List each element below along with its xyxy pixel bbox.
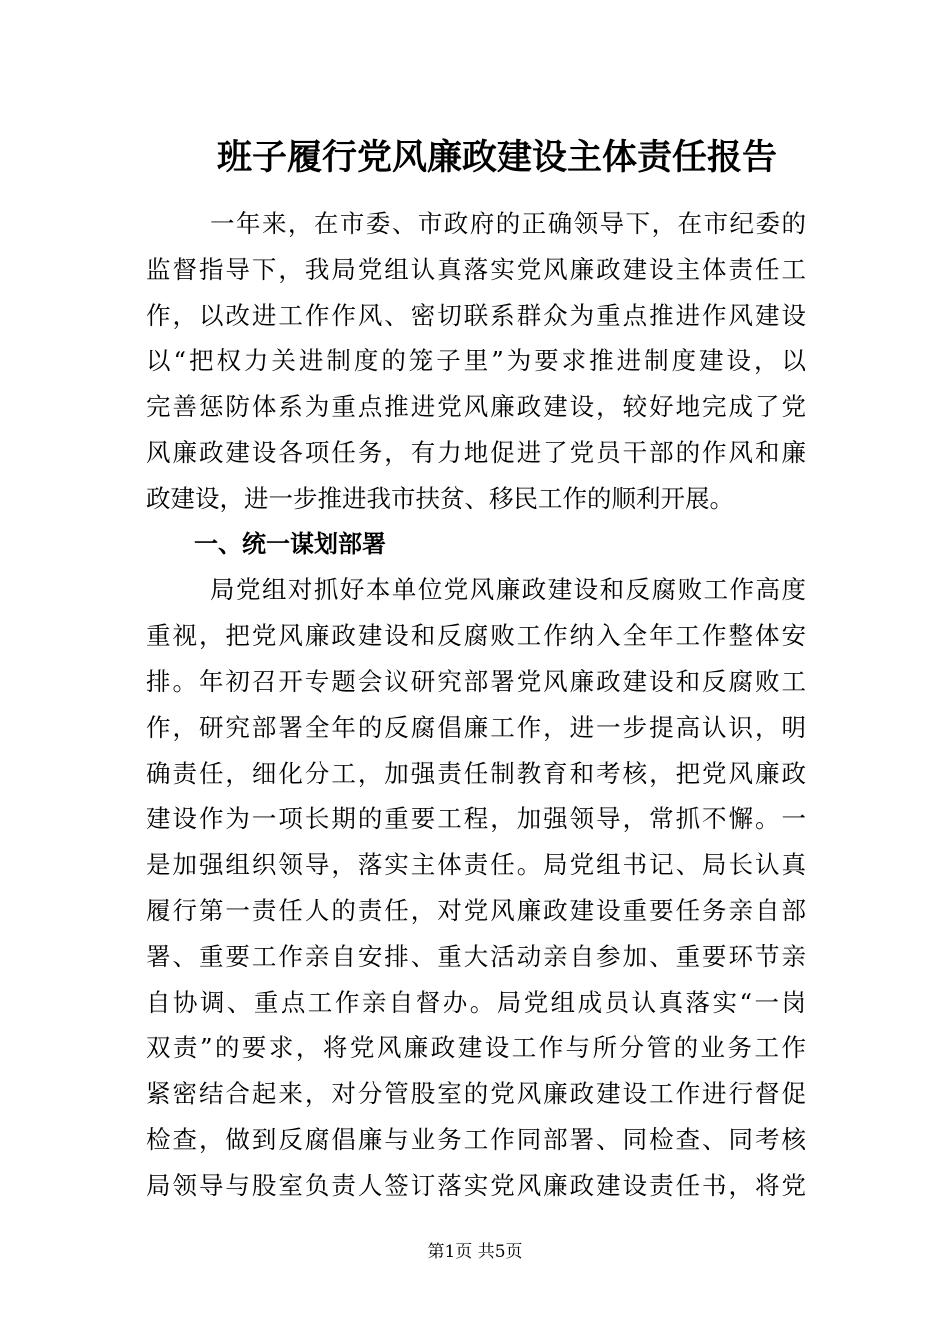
paragraph-line: 作，以改进工作作风、密切联系群众为重点推进作风建设 xyxy=(146,300,806,330)
paragraph-line: 建设作为一项长期的重要工程，加强领导，常抓不懈。一 xyxy=(146,804,806,834)
paragraph-line: 政建设，进一步推进我市扶贫、移民工作的顺利开展。 xyxy=(146,483,734,513)
paragraph-line: 局领导与股室负责人签订落实党风廉政建设责任书，将党 xyxy=(146,1170,806,1200)
document-body xyxy=(146,201,806,1209)
paragraph-line: 以“把权力关进制度的笼子里”为要求推进制度建设，以 xyxy=(146,346,806,376)
paragraph-line: 署、重要工作亲自安排、重大活动亲自参加、重要环节亲 xyxy=(146,941,806,971)
paragraph-line: 双责”的要求，将党风廉政建设工作与所分管的业务工作 xyxy=(146,1033,806,1063)
paragraph-line: 完善惩防体系为重点推进党风廉政建设，较好地完成了党 xyxy=(146,392,806,422)
page-number-footer: 第1页 共5页 xyxy=(427,1242,523,1262)
paragraph-line: 局党组对抓好本单位党风廉政建设和反腐败工作高度 xyxy=(210,575,806,605)
paragraph-line: 一年来，在市委、市政府的正确领导下，在市纪委的 xyxy=(210,209,806,238)
paragraph-line: 自协调、重点工作亲自督办。局党组成员认真落实“一岗 xyxy=(146,987,806,1017)
paragraph-line: 确责任，细化分工，加强责任制教育和考核，把党风廉政 xyxy=(146,758,806,788)
paragraph-line: 排。年初召开专题会议研究部署党风廉政建设和反腐败工 xyxy=(146,666,806,696)
paragraph-line: 履行第一责任人的责任，对党风廉政建设重要任务亲自部 xyxy=(146,895,806,925)
paragraph-line: 检查，做到反腐倡廉与业务工作同部署、同检查、同考核 xyxy=(146,1124,806,1154)
section-heading: 一、统一谋划部署 xyxy=(194,529,386,558)
paragraph-line: 作，研究部署全年的反腐倡廉工作，进一步提高认识，明 xyxy=(146,712,806,742)
paragraph-line: 紧密结合起来，对分管股室的党风廉政建设工作进行督促 xyxy=(146,1079,806,1109)
paragraph-line: 风廉政建设各项任务，有力地促进了党员干部的作风和廉 xyxy=(146,437,806,467)
paragraph-line: 是加强组织领导，落实主体责任。局党组书记、局长认真 xyxy=(146,850,806,880)
document-title: 班子履行党风廉政建设主体责任报告 xyxy=(216,137,777,178)
paragraph-line: 监督指导下，我局党组认真落实党风廉政建设主体责任工 xyxy=(146,254,806,284)
paragraph-line: 重视，把党风廉政建设和反腐败工作纳入全年工作整体安 xyxy=(146,621,806,651)
